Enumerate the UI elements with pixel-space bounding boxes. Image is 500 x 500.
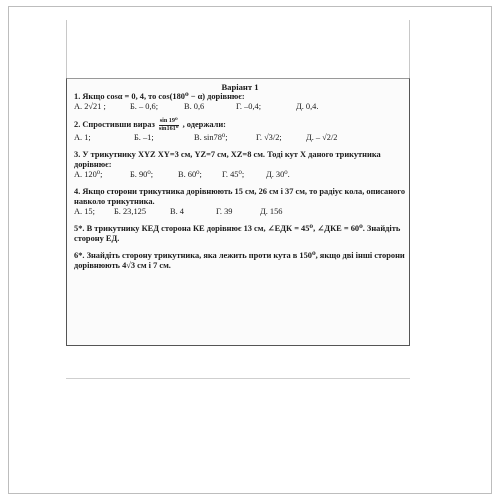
answer-v: В. sin78⁰; <box>194 133 228 142</box>
answer-v: В. 0,6 <box>184 102 205 111</box>
answer-g: Г. 45⁰; <box>222 170 245 179</box>
answer-g: Г. –0,4; <box>236 102 262 111</box>
answer-a: А. 120⁰; <box>74 170 103 179</box>
fraction-numerator: sin 19⁰ <box>159 117 178 124</box>
question-5-text: 5*. В трикутнику КЕД сторона КЕ дорівнює 13 см, ∠ЕДК = 45⁰, ∠ДКЕ = 60⁰. Знайдіть сторону ЕД. <box>74 224 401 243</box>
answer-b: Б. – 0,6; <box>130 102 159 111</box>
question-1-answers <box>74 102 406 112</box>
fraction-denominator: sin161⁰ <box>158 124 179 132</box>
answer-d: Д. 30⁰. <box>266 170 290 179</box>
question-3 <box>74 150 406 180</box>
question-6 <box>74 251 406 271</box>
answer-b: Б. –1; <box>134 133 154 142</box>
answer-a: А. 1; <box>74 133 91 142</box>
question-2-text <box>74 118 406 132</box>
variant-title: Варіант 1 <box>221 82 259 92</box>
question-4-answers <box>74 207 406 217</box>
question-3-answers <box>74 170 406 180</box>
answer-a: А. 2√21 ; <box>74 102 106 111</box>
question-6-text: 6*. Знайдіть сторону трикутника, яка лежить проти кута в 150⁰, якщо дві інші сторони дорівнюють 4√3 см і 7 см. <box>74 251 405 270</box>
answer-d: Д. – √2/2 <box>306 133 338 142</box>
page-bottom-divider <box>66 378 410 379</box>
question-1-text: 1. Якщо cosα = 0, 4, то cos(180⁰ − α) дорівнює: <box>74 92 245 101</box>
question-2-fraction <box>158 118 180 132</box>
question-4 <box>74 187 406 217</box>
answer-b: Б. 23,125 <box>114 207 147 216</box>
answer-v: В. 4 <box>170 207 184 216</box>
question-5 <box>74 224 406 244</box>
answer-v: В. 60⁰; <box>178 170 202 179</box>
question-2-prefix: 2. Спростивши вираз <box>74 119 155 129</box>
answer-d: Д. 0,4. <box>296 102 319 111</box>
answer-g: Г. √3/2; <box>256 133 282 142</box>
question-3-text: 3. У трикутнику XYZ XY=3 см, YZ=7 см, XZ=8 см. Тоді кут X даного трикутника дорівнює: <box>74 150 381 169</box>
answer-a: А. 15; <box>74 207 95 216</box>
question-1 <box>74 92 406 112</box>
page-top-gutter <box>66 20 410 78</box>
question-2-answers <box>74 133 406 143</box>
answer-g: Г. 39 <box>216 207 233 216</box>
question-2 <box>74 118 406 143</box>
answer-d: Д. 156 <box>260 207 283 216</box>
question-2-suffix: , одержали: <box>182 119 226 129</box>
answer-b: Б. 90⁰; <box>130 170 154 179</box>
worksheet-content <box>74 82 406 278</box>
question-4-text: 4. Якщо сторони трикутника дорівнюють 15 см, 26 см і 37 см, то радіус кола, описаного навколо трикутника. <box>74 187 406 206</box>
